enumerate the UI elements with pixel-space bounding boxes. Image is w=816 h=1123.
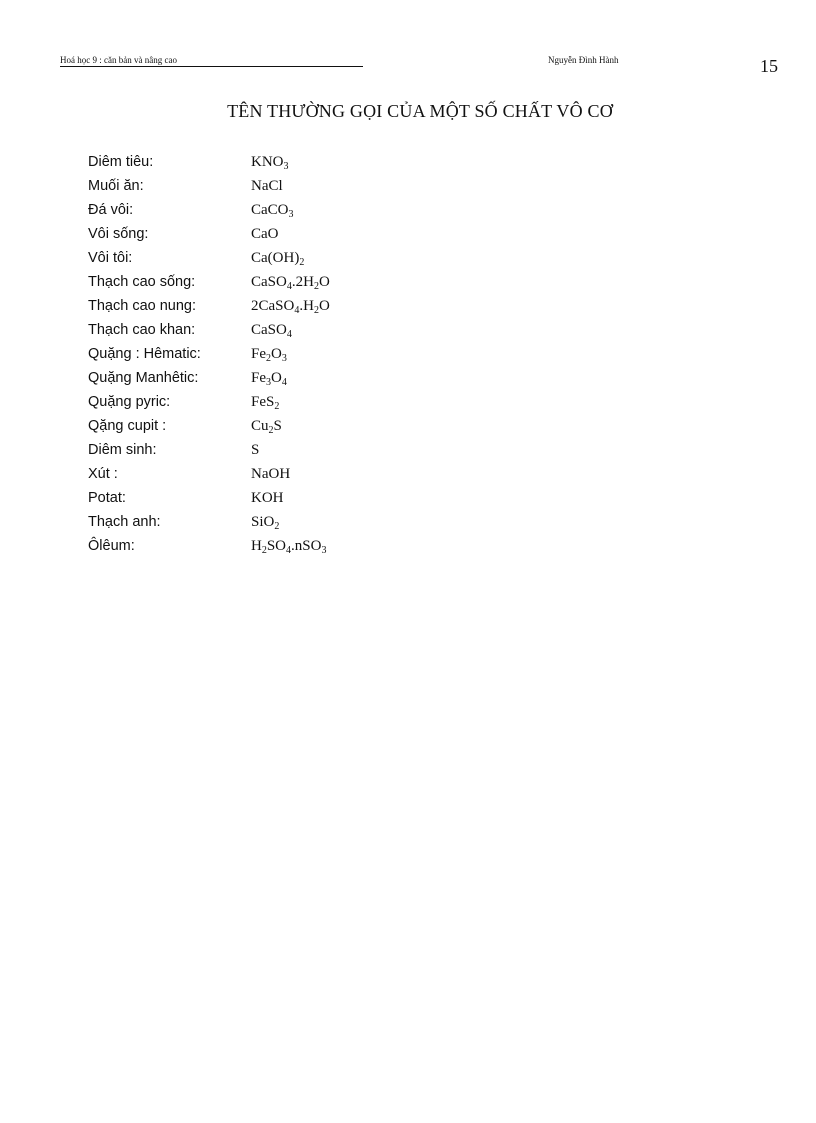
list-item <box>88 510 330 534</box>
formula-subscript: 2 <box>274 521 280 532</box>
list-item <box>88 222 330 246</box>
formula-text: NaOH <box>251 466 291 482</box>
formula-subscript: 4 <box>281 377 287 388</box>
formula-text: SiO <box>251 514 275 530</box>
formula-subscript: 4 <box>286 329 292 340</box>
formula-text: O <box>318 298 330 314</box>
compound-formula <box>251 462 290 486</box>
compound-common-name: Đá vôi: <box>88 202 134 218</box>
formula-text: NaCl <box>251 178 283 194</box>
compound-formula <box>251 222 279 246</box>
formula-subscript: 3 <box>288 209 294 220</box>
formula-text: CaCO <box>251 202 289 218</box>
list-item <box>88 246 330 270</box>
compound-formula <box>251 342 287 366</box>
compound-common-name: Xút : <box>88 466 118 482</box>
formula-text: Fe <box>251 370 266 386</box>
formula-text: SO <box>266 538 287 554</box>
compound-formula <box>251 390 279 414</box>
compound-formula <box>251 318 292 342</box>
compound-common-name: Thạch cao sống: <box>88 274 196 290</box>
compound-common-name: Quặng pyric: <box>88 394 171 410</box>
list-item <box>88 198 330 222</box>
formula-text: .nSO <box>291 538 322 554</box>
list-item <box>88 342 330 366</box>
compound-common-name: Thạch cao nung: <box>88 298 197 314</box>
list-item <box>88 438 330 462</box>
formula-text: O <box>271 370 282 386</box>
list-item <box>88 174 330 198</box>
page-title: TÊN THƯỜNG GỌI CỦA MỘT SỐ CHẤT VÔ CƠ <box>227 101 613 121</box>
formula-subscript: 2 <box>313 305 319 316</box>
formula-subscript: 2 <box>261 545 267 556</box>
formula-text: O <box>271 346 282 362</box>
formula-text: FeS <box>251 394 275 410</box>
compound-common-name: Thạch anh: <box>88 514 161 530</box>
formula-subscript: 3 <box>283 161 289 172</box>
list-item <box>88 366 330 390</box>
compound-list <box>88 150 330 558</box>
compound-formula <box>251 294 330 318</box>
formula-text: 2CaSO <box>251 298 295 314</box>
formula-subscript: 4 <box>286 545 292 556</box>
list-item <box>88 486 330 510</box>
formula-text: Fe <box>251 346 266 362</box>
page-number: 15 <box>760 56 778 76</box>
compound-common-name: Thạch cao khan: <box>88 322 196 338</box>
compound-common-name: Vôi sống: <box>88 226 149 242</box>
formula-text: Ca(OH) <box>251 250 300 266</box>
compound-formula <box>251 438 259 462</box>
formula-text: Cu <box>251 418 269 434</box>
list-item <box>88 414 330 438</box>
compound-common-name: Vôi tôi: <box>88 250 133 266</box>
formula-subscript: 3 <box>266 377 271 388</box>
compound-formula <box>251 246 304 270</box>
list-item <box>88 318 330 342</box>
compound-common-name: Ôlêum: <box>88 538 135 554</box>
formula-text: KNO <box>251 154 284 170</box>
formula-subscript: 2 <box>268 425 274 436</box>
compound-formula <box>251 174 283 198</box>
list-item <box>88 462 330 486</box>
list-item <box>88 390 330 414</box>
formula-text: O <box>318 274 330 290</box>
compound-common-name: Qặng cupit : <box>88 418 167 434</box>
compound-formula <box>251 150 289 174</box>
running-header-book-title: Hoá học 9 : căn bản và nâng cao <box>60 54 363 67</box>
compound-common-name: Quặng : Hêmatic: <box>88 346 201 362</box>
formula-text: S <box>273 418 282 434</box>
compound-formula <box>251 486 284 510</box>
list-item <box>88 150 330 174</box>
compound-formula <box>251 414 282 438</box>
formula-text: H <box>251 538 262 554</box>
formula-text: .H <box>299 298 314 314</box>
list-item <box>88 270 330 294</box>
formula-subscript: 2 <box>266 353 271 364</box>
compound-formula <box>251 366 287 390</box>
compound-common-name: Muối ăn: <box>88 178 144 194</box>
compound-formula <box>251 534 326 558</box>
formula-text: CaSO <box>251 322 287 338</box>
formula-subscript: 2 <box>313 281 319 292</box>
compound-formula <box>251 270 330 294</box>
formula-text: S <box>251 442 260 458</box>
formula-text: .2H <box>291 274 314 290</box>
compound-common-name: Quặng Manhêtic: <box>88 370 199 386</box>
formula-text: CaSO <box>251 274 287 290</box>
compound-common-name: Diêm sinh: <box>88 442 157 458</box>
compound-common-name: Diêm tiêu: <box>88 154 154 170</box>
running-header-author: Nguyễn Đình Hành <box>548 55 619 65</box>
formula-text: CaO <box>251 226 279 242</box>
compound-common-name: Potat: <box>88 490 126 506</box>
compound-formula <box>251 510 279 534</box>
formula-subscript: 2 <box>274 401 280 412</box>
list-item <box>88 294 330 318</box>
formula-subscript: 2 <box>299 257 305 268</box>
formula-subscript: 4 <box>286 281 292 292</box>
list-item <box>88 534 330 558</box>
compound-formula <box>251 198 294 222</box>
formula-subscript: 3 <box>321 545 327 556</box>
formula-text: KOH <box>251 490 284 506</box>
formula-subscript: 3 <box>281 353 287 364</box>
formula-subscript: 4 <box>294 305 300 316</box>
